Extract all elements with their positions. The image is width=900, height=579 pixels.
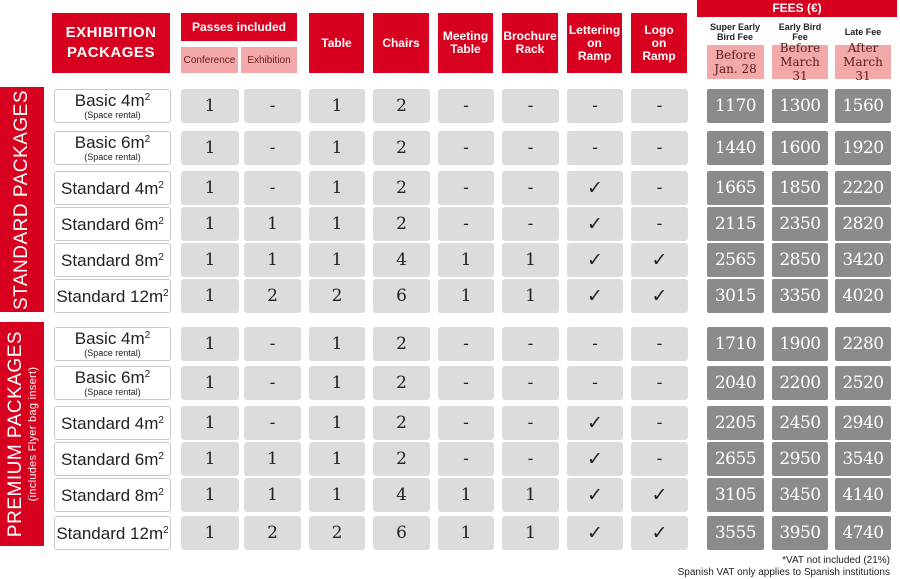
fee-late-cell: 3540 <box>835 442 891 476</box>
lettering-line-2: on <box>587 35 602 50</box>
table-row <box>0 171 900 205</box>
package-name <box>61 487 164 504</box>
chairs-cell: 2 <box>373 406 430 440</box>
fee-super-cell: 3105 <box>707 478 764 512</box>
package-name <box>61 451 164 468</box>
exhibition-label: Exhibition <box>247 54 291 66</box>
logo-line-3: Ramp <box>642 48 676 63</box>
package-name-cell <box>54 279 171 313</box>
table-cell: 1 <box>309 131 365 165</box>
fee-early-cell: 2450 <box>772 406 828 440</box>
brochure-cell: - <box>502 171 559 205</box>
logo-on-ramp-header <box>631 13 687 73</box>
fee-late-cell: 2820 <box>835 207 891 241</box>
table-cell: 2 <box>309 279 365 313</box>
title-line-1: EXHIBITION <box>65 24 157 41</box>
logo-cell: - <box>631 171 688 205</box>
lettering-cell: - <box>567 89 623 123</box>
fee-early-cell: 2200 <box>772 366 828 400</box>
fee-super-cell: 3555 <box>707 516 764 550</box>
conf-cell: 1 <box>181 279 239 313</box>
fee-early-cell: 1900 <box>772 327 828 361</box>
fee-super-cell: 1665 <box>707 171 764 205</box>
meeting-cell: 1 <box>438 478 494 512</box>
logo-cell: - <box>631 406 688 440</box>
package-name-text: Basic 6m <box>74 368 145 387</box>
logo-cell: - <box>631 366 688 400</box>
package-name-text: Standard 6m <box>61 214 159 234</box>
package-name <box>75 92 150 109</box>
conf-cell: 1 <box>181 243 239 277</box>
early-bird-line-2: Fee <box>792 32 808 42</box>
package-name <box>75 330 150 347</box>
package-name <box>61 415 164 432</box>
meeting-cell: 1 <box>438 279 494 313</box>
exh-cell: 1 <box>244 478 301 512</box>
table-cell: 1 <box>309 478 365 512</box>
fee-early-cell: 3450 <box>772 478 828 512</box>
fee-super-cell: 2040 <box>707 366 764 400</box>
area-unit-superscript: 2 <box>163 524 169 536</box>
fee-super-cell: 1440 <box>707 131 764 165</box>
passes-exhibition-header <box>241 47 297 73</box>
package-name-cell <box>54 131 171 165</box>
brochure-line-1: Brochure <box>503 29 557 43</box>
chairs-cell: 2 <box>373 442 430 476</box>
lettering-cell: ✓ <box>567 207 623 241</box>
package-subtitle: (Space rental) <box>84 348 141 358</box>
date-super-early <box>707 45 764 79</box>
package-name-text: Standard 12m <box>56 286 164 306</box>
fee-late-cell: 1560 <box>835 89 891 123</box>
chairs-cell: 6 <box>373 516 430 550</box>
package-name-cell <box>54 207 171 241</box>
date-late-fee <box>835 41 891 83</box>
package-name-text: Basic 4m <box>74 91 145 110</box>
package-name-cell <box>54 243 171 277</box>
meeting-cell: - <box>438 89 494 123</box>
vat-note: *VAT not included (21%) <box>782 555 890 566</box>
fees-label: FEES (€) <box>772 1 822 15</box>
meeting-cell: 1 <box>438 516 494 550</box>
area-unit-superscript: 2 <box>158 486 164 498</box>
exh-cell: - <box>244 89 301 123</box>
exh-cell: 1 <box>244 207 301 241</box>
table-cell: 1 <box>309 406 365 440</box>
date-early-bird <box>772 41 828 83</box>
table-row <box>0 89 900 123</box>
exhibition-packages-title <box>52 13 170 73</box>
area-unit-superscript: 2 <box>158 215 164 227</box>
exh-cell: - <box>244 327 301 361</box>
brochure-cell: - <box>502 89 559 123</box>
fee-late-cell: 4140 <box>835 478 891 512</box>
meeting-cell: - <box>438 171 494 205</box>
lettering-on-ramp-header <box>567 13 622 73</box>
conf-cell: 1 <box>181 406 239 440</box>
table-cell: 1 <box>309 366 365 400</box>
fee-super-cell: 1170 <box>707 89 764 123</box>
package-name <box>61 180 164 197</box>
exh-cell: 1 <box>244 243 301 277</box>
package-name-text: Standard 12m <box>56 523 164 543</box>
package-name-cell <box>54 406 171 440</box>
package-name-cell <box>54 442 171 476</box>
fee-early-cell: 2950 <box>772 442 828 476</box>
table-row <box>0 131 900 165</box>
conf-cell: 1 <box>181 207 239 241</box>
meeting-cell: - <box>438 406 494 440</box>
package-name-cell <box>54 327 171 361</box>
logo-cell: ✓ <box>631 243 688 277</box>
package-subtitle: (Space rental) <box>84 387 141 397</box>
meeting-table-header <box>438 13 493 73</box>
fee-early-cell: 1600 <box>772 131 828 165</box>
lettering-cell: ✓ <box>567 243 623 277</box>
package-name-cell <box>54 366 171 400</box>
fee-super-cell: 3015 <box>707 279 764 313</box>
fee-early-cell: 3950 <box>772 516 828 550</box>
meeting-cell: - <box>438 131 494 165</box>
vat-scope-note: Spanish VAT only applies to Spanish institutions <box>677 567 890 578</box>
meeting-line-2: Table <box>450 42 481 56</box>
meeting-line-1: Meeting <box>442 29 489 43</box>
lettering-cell: - <box>567 366 623 400</box>
fee-super-cell: 1710 <box>707 327 764 361</box>
brochure-cell: 1 <box>502 279 559 313</box>
logo-line-1: Logo <box>644 22 674 37</box>
brochure-rack-header <box>502 13 558 73</box>
brochure-cell: - <box>502 327 559 361</box>
package-name-text: Standard 4m <box>61 178 159 198</box>
fee-super-cell: 2115 <box>707 207 764 241</box>
brochure-cell: 1 <box>502 243 559 277</box>
fee-super-cell: 2655 <box>707 442 764 476</box>
brochure-cell: - <box>502 207 559 241</box>
brochure-cell: 1 <box>502 516 559 550</box>
logo-cell: - <box>631 207 688 241</box>
date-late-line-2: March 31 <box>843 55 883 83</box>
lettering-cell: - <box>567 327 623 361</box>
fee-early-cell: 1300 <box>772 89 828 123</box>
early-bird-line-1: Early Bird <box>778 22 822 32</box>
late-fee-label: Late Fee <box>844 26 882 37</box>
brochure-line-2: Rack <box>515 42 545 56</box>
passes-included-header <box>181 13 297 41</box>
logo-cell: ✓ <box>631 279 688 313</box>
chairs-cell: 2 <box>373 171 430 205</box>
logo-cell: ✓ <box>631 516 688 550</box>
chairs-cell: 4 <box>373 243 430 277</box>
exh-cell: - <box>244 406 301 440</box>
conf-cell: 1 <box>181 516 239 550</box>
exh-cell: - <box>244 131 301 165</box>
table-row <box>0 406 900 440</box>
area-unit-superscript: 2 <box>144 369 151 380</box>
lettering-cell: ✓ <box>567 406 623 440</box>
super-early-line-1: Super Early <box>709 22 761 32</box>
fees-header <box>697 0 897 17</box>
premium-packages-title: PREMIUM PACKAGES <box>5 330 27 538</box>
table-cell: 1 <box>309 327 365 361</box>
package-name <box>61 252 164 269</box>
exh-cell: 1 <box>244 442 301 476</box>
fee-early-cell: 2850 <box>772 243 828 277</box>
fee-early-cell: 1850 <box>772 171 828 205</box>
package-subtitle: (Space rental) <box>84 152 141 162</box>
table-row <box>0 279 900 313</box>
table-label: Table <box>321 35 352 50</box>
fee-late-cell: 3420 <box>835 243 891 277</box>
fee-late-cell: 2940 <box>835 406 891 440</box>
conf-cell: 1 <box>181 327 239 361</box>
chairs-header <box>373 13 429 73</box>
table-row <box>0 478 900 512</box>
exh-cell: - <box>244 366 301 400</box>
package-name <box>56 525 168 542</box>
standard-packages-title: STANDARD PACKAGES <box>11 89 33 310</box>
exh-cell: 2 <box>244 516 301 550</box>
area-unit-superscript: 2 <box>158 450 164 462</box>
premium-packages-subtitle: (includes Flyer bag insert) <box>27 366 40 502</box>
logo-cell: - <box>631 89 688 123</box>
package-name-text: Basic 6m <box>74 133 145 152</box>
date-super-line-1: Before <box>715 48 756 62</box>
conf-cell: 1 <box>181 171 239 205</box>
chairs-cell: 4 <box>373 478 430 512</box>
logo-line-2: on <box>651 35 667 50</box>
table-cell: 1 <box>309 171 365 205</box>
package-name-text: Standard 8m <box>61 250 159 270</box>
lettering-line-3: Ramp <box>577 48 612 63</box>
area-unit-superscript: 2 <box>158 179 164 191</box>
date-late-line-1: After <box>847 41 879 55</box>
meeting-cell: - <box>438 442 494 476</box>
chairs-cell: 2 <box>373 89 430 123</box>
conf-cell: 1 <box>181 89 239 123</box>
super-early-line-2: Bird Fee <box>716 32 753 42</box>
fee-late-cell: 2520 <box>835 366 891 400</box>
table-cell: 1 <box>309 207 365 241</box>
table-cell: 2 <box>309 516 365 550</box>
fee-late-cell: 2280 <box>835 327 891 361</box>
package-name-cell <box>54 89 171 123</box>
area-unit-superscript: 2 <box>158 251 164 263</box>
table-row <box>0 243 900 277</box>
table-cell: 1 <box>309 89 365 123</box>
fee-super-cell: 2565 <box>707 243 764 277</box>
meeting-cell: - <box>438 207 494 241</box>
conf-cell: 1 <box>181 442 239 476</box>
brochure-cell: 1 <box>502 478 559 512</box>
logo-cell: ✓ <box>631 478 688 512</box>
fee-super-cell: 2205 <box>707 406 764 440</box>
lettering-cell: ✓ <box>567 442 623 476</box>
table-row <box>0 516 900 550</box>
fee-early-cell: 3350 <box>772 279 828 313</box>
conf-cell: 1 <box>181 478 239 512</box>
passes-conference-header <box>181 47 238 73</box>
area-unit-superscript: 2 <box>144 92 151 103</box>
package-name <box>56 288 168 305</box>
table-row <box>0 442 900 476</box>
passes-label: Passes included <box>191 19 287 34</box>
lettering-cell: ✓ <box>567 171 623 205</box>
package-name <box>75 134 150 151</box>
fee-early-cell: 2350 <box>772 207 828 241</box>
chairs-cell: 2 <box>373 366 430 400</box>
area-unit-superscript: 2 <box>144 330 151 341</box>
package-name-cell <box>54 516 171 550</box>
package-name <box>61 216 164 233</box>
chairs-label: Chairs <box>382 35 420 50</box>
package-name-text: Standard 4m <box>61 413 159 433</box>
table-cell: 1 <box>309 442 365 476</box>
area-unit-superscript: 2 <box>144 134 151 145</box>
table-row <box>0 207 900 241</box>
package-name-text: Basic 4m <box>74 329 145 348</box>
super-early-bird-header <box>706 20 764 44</box>
table-cell: 1 <box>309 243 365 277</box>
logo-cell: - <box>631 131 688 165</box>
date-early-line-1: Before <box>779 41 821 55</box>
brochure-cell: - <box>502 131 559 165</box>
table-row <box>0 366 900 400</box>
lettering-line-1: Lettering <box>568 22 621 37</box>
conf-cell: 1 <box>181 131 239 165</box>
brochure-cell: - <box>502 366 559 400</box>
package-name-cell <box>54 171 171 205</box>
date-early-line-2: March 31 <box>780 55 820 83</box>
logo-cell: - <box>631 327 688 361</box>
lettering-cell: - <box>567 131 623 165</box>
package-name-text: Standard 6m <box>61 449 159 469</box>
lettering-cell: ✓ <box>567 516 623 550</box>
chairs-cell: 2 <box>373 207 430 241</box>
conf-cell: 1 <box>181 366 239 400</box>
brochure-cell: - <box>502 406 559 440</box>
chairs-cell: 6 <box>373 279 430 313</box>
chairs-cell: 2 <box>373 327 430 361</box>
fee-late-cell: 4020 <box>835 279 891 313</box>
brochure-cell: - <box>502 442 559 476</box>
package-name-text: Standard 8m <box>61 485 159 505</box>
fee-late-cell: 1920 <box>835 131 891 165</box>
table-row <box>0 327 900 361</box>
package-subtitle: (Space rental) <box>84 110 141 120</box>
lettering-cell: ✓ <box>567 279 623 313</box>
table-header <box>309 13 364 73</box>
area-unit-superscript: 2 <box>163 287 169 299</box>
title-line-2: PACKAGES <box>67 44 155 61</box>
date-super-line-2: Jan. 28 <box>714 62 757 76</box>
fee-late-cell: 4740 <box>835 516 891 550</box>
chairs-cell: 2 <box>373 131 430 165</box>
meeting-cell: - <box>438 366 494 400</box>
conference-label: Conference <box>183 54 236 66</box>
exh-cell: 2 <box>244 279 301 313</box>
area-unit-superscript: 2 <box>158 414 164 426</box>
lettering-cell: ✓ <box>567 478 623 512</box>
meeting-cell: - <box>438 327 494 361</box>
package-name-cell <box>54 478 171 512</box>
exh-cell: - <box>244 171 301 205</box>
package-name <box>75 369 150 386</box>
fee-late-cell: 2220 <box>835 171 891 205</box>
logo-cell: - <box>631 442 688 476</box>
meeting-cell: 1 <box>438 243 494 277</box>
